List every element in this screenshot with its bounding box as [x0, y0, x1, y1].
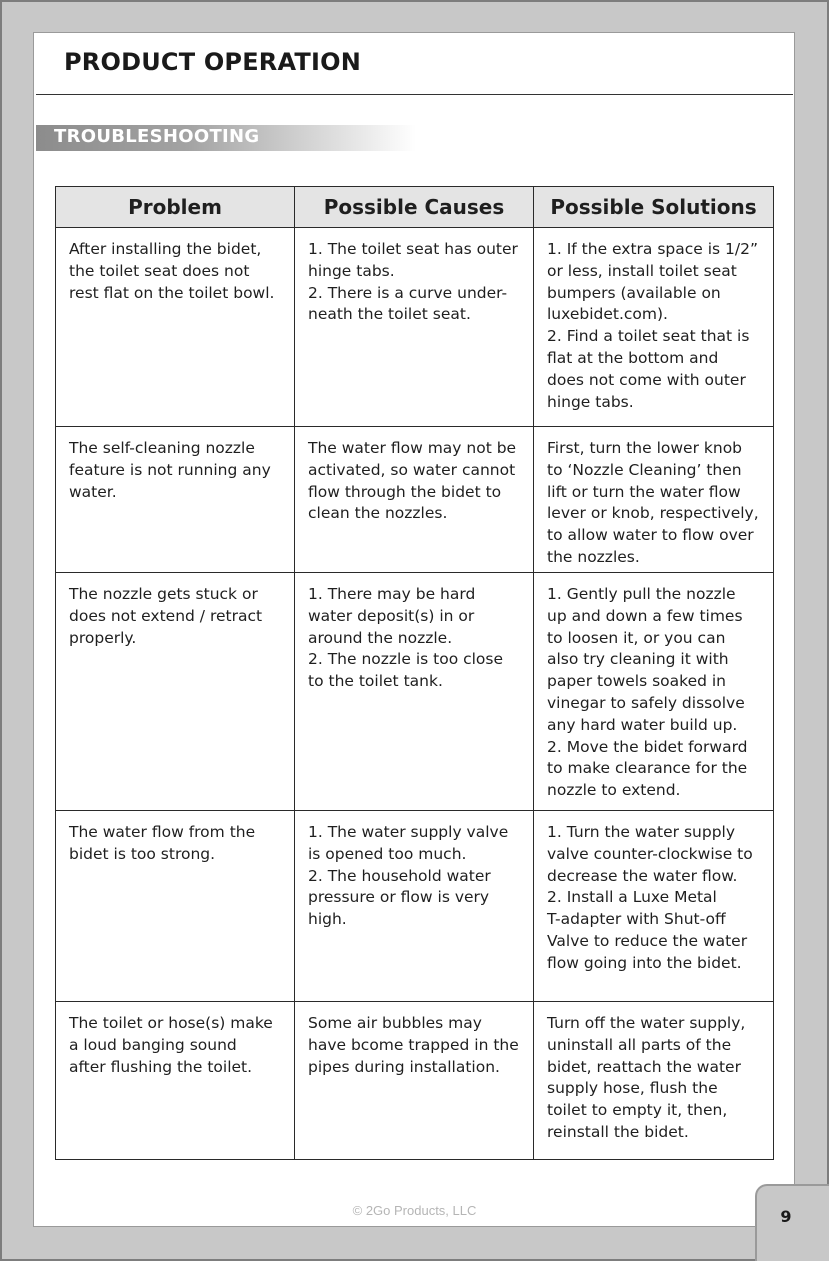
- problem-cell: The self-cleaning nozzle feature is not running any water.: [56, 427, 295, 573]
- solutions-cell: First, turn the lower knob to ‘Nozzle Cleaning’ then lift or turn the water flow lever or knob, respectively, to allow water to flow over the nozzles.: [534, 427, 774, 573]
- column-header-causes: Possible Causes: [295, 187, 534, 228]
- causes-cell: 1. The toilet seat has outer hinge tabs. 2. There is a curve under- neath the toilet seat.: [295, 228, 534, 427]
- table-row: [56, 811, 774, 1002]
- table-row: [56, 1002, 774, 1160]
- footer-copyright: © 2Go Products, LLC: [352, 1203, 477, 1218]
- table-row: [56, 228, 774, 427]
- causes-cell: The water flow may not be activated, so water cannot flow through the bidet to clean the nozzles.: [295, 427, 534, 573]
- column-header-problem: Problem: [56, 187, 295, 228]
- causes-cell: 1. There may be hard water deposit(s) in or around the nozzle. 2. The nozzle is too close to the toilet tank.: [295, 573, 534, 811]
- title-divider: [36, 94, 793, 95]
- problem-cell: The nozzle gets stuck or does not extend / retract properly.: [56, 573, 295, 811]
- problem-cell: The water flow from the bidet is too strong.: [56, 811, 295, 1002]
- problem-cell: The toilet or hose(s) make a loud banging sound after flushing the toilet.: [56, 1002, 295, 1160]
- section-banner: [36, 125, 416, 151]
- causes-cell: Some air bubbles may have bcome trapped in the pipes during installation.: [295, 1002, 534, 1160]
- page-title: PRODUCT OPERATION: [64, 48, 361, 76]
- causes-cell: 1. The water supply valve is opened too much. 2. The household water pressure or flow is very high.: [295, 811, 534, 1002]
- column-header-solutions: Possible Solutions: [534, 187, 774, 228]
- table-row: [56, 427, 774, 573]
- solutions-cell: 1. Turn the water supply valve counter-clockwise to decrease the water flow. 2. Install a Luxe Metal T-adapter with Shut-off Valve to reduce the water flow going into the bidet.: [534, 811, 774, 1002]
- table-row: [56, 573, 774, 811]
- solutions-cell: 1. Gently pull the nozzle up and down a few times to loosen it, or you can also try cleaning it with paper towels soaked in vinegar to safely dissolve any hard water build up. 2. Move the bidet forward to make clearance for the nozzle to extend.: [534, 573, 774, 811]
- problem-cell: After installing the bidet, the toilet seat does not rest flat on the toilet bowl.: [56, 228, 295, 427]
- page-number: 9: [780, 1207, 792, 1226]
- section-title: TROUBLESHOOTING: [54, 126, 260, 147]
- solutions-cell: Turn off the water supply, uninstall all parts of the bidet, reattach the water supply hose, flush the toilet to empty it, then, reinstall the bidet.: [534, 1002, 774, 1160]
- table-header-row: [56, 187, 774, 228]
- troubleshooting-table: [55, 186, 774, 1160]
- solutions-cell: 1. If the extra space is 1/2” or less, install toilet seat bumpers (available on luxebidet.com). 2. Find a toilet seat that is flat at the bottom and does not come with outer hinge tabs.: [534, 228, 774, 427]
